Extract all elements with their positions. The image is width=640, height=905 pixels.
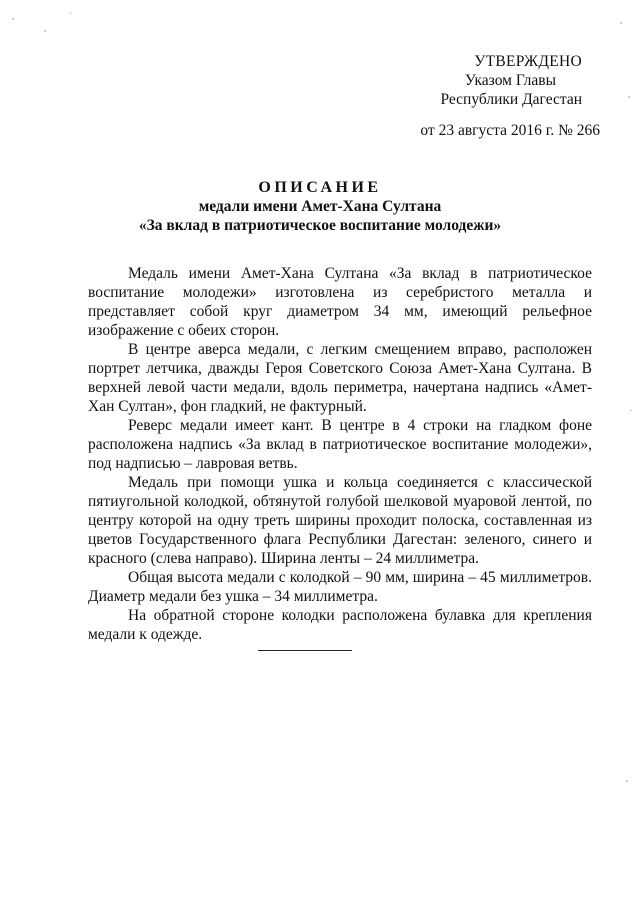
approved-label: УТВЕРЖДЕНО bbox=[474, 53, 582, 70]
decree-date: от 23 августа 2016 г. № 266 bbox=[420, 122, 600, 139]
scan-speck bbox=[630, 410, 632, 411]
scan-speck bbox=[12, 18, 14, 20]
document-heading bbox=[0, 178, 640, 235]
document-title: ОПИСАНИЕ bbox=[258, 179, 382, 196]
scan-speck bbox=[620, 22, 622, 24]
paragraph: На обратной стороне колодки расположена булавка для крепления медали к одежде. bbox=[88, 607, 592, 643]
paragraph: В центре аверса медали, с легким смещением вправо, расположен портрет летчика, дважды Героя Советского Союза Амет-Хана Султана. В верхней левой части медали, вдоль периметра, начертана надпись «Амет-Хан Султан», фон гладкий, не фактурный. bbox=[88, 341, 592, 415]
scan-speck bbox=[44, 30, 46, 32]
paragraph: Медаль имени Амет-Хана Султана «За вклад в патриотическое воспитание молодежи» изготовлена из серебристого металла и представляет собой круг диаметром 34 мм, имеющий рельефное изображение с обеих сторон. bbox=[88, 265, 592, 339]
scan-speck bbox=[626, 780, 628, 782]
scan-speck bbox=[70, 12, 71, 14]
paragraph: Общая высота медали с колодкой – 90 мм, ширина – 45 миллиметров. Диаметр медали без ушка – 34 миллиметра. bbox=[88, 569, 592, 605]
description-body bbox=[88, 264, 592, 644]
end-divider bbox=[258, 650, 352, 651]
paragraph: Медаль при помощи ушка и кольца соединяется с классической пятиугольной колодкой, обтянутой голубой шелковой муаровой лентой, по центру которой на одну треть ширины проходит полоска, составленная из цветов Государственного флага Республики Дагестан: зеленого, синего и красного (слева направо). Ширина ленты – 24 миллиметра. bbox=[88, 474, 592, 567]
approved-by-decree: Указом Главы bbox=[464, 72, 556, 89]
scan-speck bbox=[628, 96, 630, 98]
document-subtitle: медали имени Амет-Хана Султана bbox=[198, 198, 442, 215]
paragraph: Реверс медали имеет кант. В центре в 4 строки на гладком фоне расположена надпись «За вклад в патриотическое воспитание молодежи», под надписью – лавровая ветвь. bbox=[88, 417, 592, 472]
approval-block bbox=[382, 52, 582, 109]
approved-by-republic: Республики Дагестан bbox=[440, 91, 582, 108]
medal-name: «За вклад в патриотическое воспитание молодежи» bbox=[138, 217, 502, 234]
